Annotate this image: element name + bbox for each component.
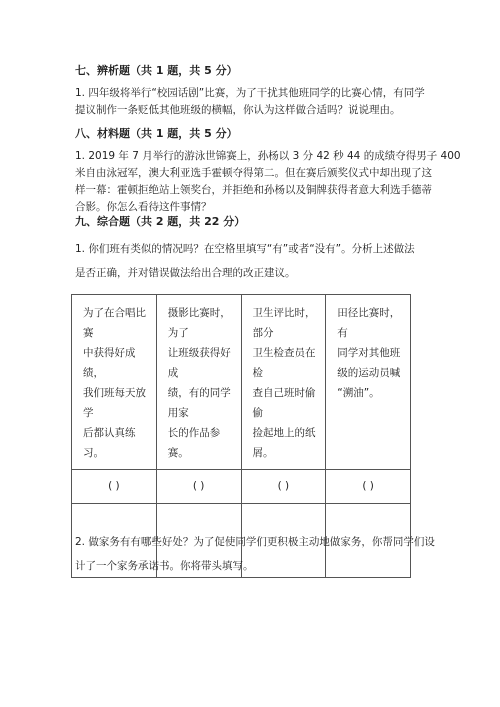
table-cell bbox=[326, 295, 411, 470]
question-line: 1. 2019 年 7 月举行的游泳世锦赛上，孙杨以 3 分 42 秒 44 的成绩夺得男子 400 bbox=[75, 150, 461, 162]
question-line: 合影。你怎么看待这件事情？ bbox=[75, 201, 212, 213]
scenario-text: 摄影比赛时，为了 让班级获得好成 绩，有的同学用家 长的作品参赛。 bbox=[167, 307, 231, 459]
question-line: 1. 你们班有类似的情况吗？在空格里填写“有”或者“没有”。分析上述做法 bbox=[75, 243, 415, 255]
section-7-question bbox=[75, 85, 425, 119]
question-line: 计了一个家务承诺书。你将带头填写。 bbox=[75, 560, 254, 572]
answer-blank: ( ) bbox=[192, 480, 205, 492]
scenario-text: 为了在合唱比赛 中获得好成绩， 我们班每天放学 后都认真练习。 bbox=[83, 307, 146, 459]
question-line: 是否正确，并对错误做法给出合理的改正建议。 bbox=[75, 267, 296, 279]
answer-cell[interactable] bbox=[72, 470, 157, 504]
section-8-heading: 八、材料题（共 1 题，共 5 分） bbox=[75, 127, 238, 140]
section-9-question-1 bbox=[75, 237, 415, 285]
scenario-text: 田径比赛时，有 同学对其他班 级的运动员喊 “溯油”。 bbox=[337, 307, 401, 399]
question-line: 样一幕：霍顿拒绝站上领奖台，并拒绝和孙杨以及铜牌获得者意大利选手德蒂 bbox=[75, 184, 432, 196]
table-row-scenarios bbox=[72, 295, 411, 470]
question-line: 米自由泳冠军，澳大利亚选手霍顿夺得第二。但在赛后颁奖仪式中却出现了这 bbox=[75, 167, 432, 179]
answer-cell[interactable] bbox=[326, 470, 411, 504]
section-8-question bbox=[75, 148, 461, 216]
table-cell bbox=[241, 295, 326, 470]
table-cell bbox=[156, 295, 241, 470]
section-9-heading: 九、综合题（共 2 题，共 22 分） bbox=[75, 215, 246, 228]
section-7-heading: 七、辨析题（共 1 题，共 5 分） bbox=[75, 64, 238, 77]
answer-blank: ( ) bbox=[362, 480, 374, 492]
table-row-answers bbox=[72, 470, 411, 504]
question-line: 1. 四年级将举行“校园话剧”比赛，为了干扰其他班同学的比赛心情，有同学 bbox=[75, 87, 425, 99]
table-cell bbox=[72, 295, 157, 470]
answer-blank: ( ) bbox=[277, 480, 290, 492]
section-9-question-2 bbox=[75, 530, 435, 578]
answer-blank: ( ) bbox=[108, 480, 120, 492]
question-line: 2. 做家务有有哪些好处？为了促使同学们更积极主动地做家务，你帮同学们设 bbox=[75, 536, 435, 548]
question-line: 提议制作一条贬低其他班级的横幅，你认为这样做合适吗？说说理由。 bbox=[75, 104, 401, 116]
answer-cell[interactable] bbox=[241, 470, 326, 504]
scenario-text: 卫生评比时，部分 卫生检查员在检 查自己班时偷偷 捡起地上的纸屑。 bbox=[252, 307, 316, 459]
answer-cell[interactable] bbox=[156, 470, 241, 504]
